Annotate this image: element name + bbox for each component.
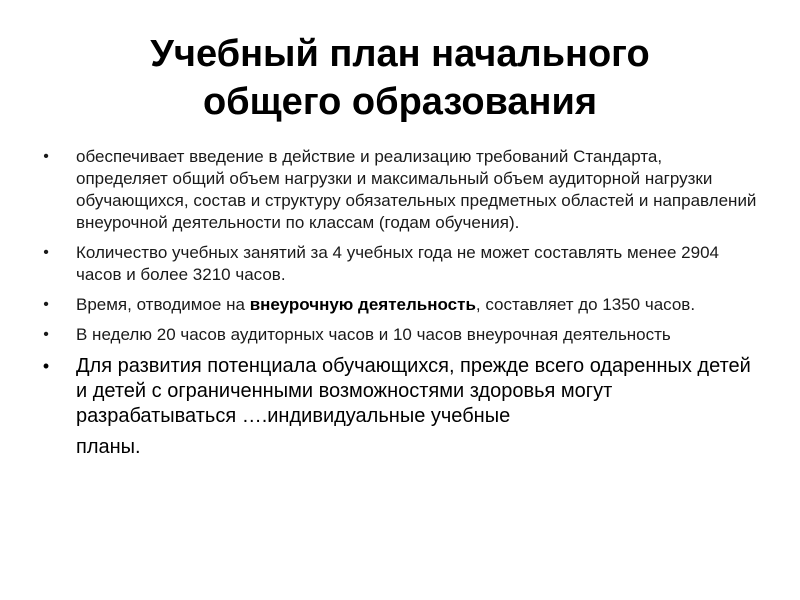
bullet-text-tail: планы. xyxy=(76,436,141,458)
bullet-text: обеспечивает введение в действие и реализацию требований Стандарта, определяет общий объем нагрузки и максимальный объем аудиторной нагрузки обучающихся, состав и структуру обязательных предметных областей и направлений внеурочной деятельности по классам (годам обучения). xyxy=(76,147,757,232)
title-line-1: Учебный план начального xyxy=(150,33,650,75)
bullet-icon: • xyxy=(42,356,50,376)
bullet-text: Количество учебных занятий за 4 учебных года не может составлять менее 2904 часов и более 3210 часов. xyxy=(76,243,719,284)
bullet-text-emphasis: внеурочную деятельность xyxy=(249,295,476,314)
bullet-text-after: , составляет до 1350 часов. xyxy=(475,295,696,314)
bullet-list xyxy=(38,146,758,468)
bullet-icon: • xyxy=(43,148,49,165)
bullet-item-curriculum-purpose xyxy=(38,146,758,234)
bullet-text: В неделю 20 часов аудиторных часов и 10 часов внеурочная деятельность xyxy=(76,325,671,344)
bullet-item-hours-range xyxy=(38,242,758,286)
bullet-text-before: Время, отводимое на xyxy=(76,295,250,314)
bullet-item-extracurricular-time xyxy=(38,294,758,316)
title-line-2: общего образования xyxy=(202,81,598,123)
bullet-icon: • xyxy=(43,296,49,313)
bullet-icon: • xyxy=(43,326,49,343)
bullet-icon: • xyxy=(43,244,49,261)
bullet-text: Для развития потенциала обучающихся, прежде всего одаренных детей и детей с ограниченными возможностями здоровья могут разрабатываться ….индивидуальные учебные xyxy=(76,355,751,427)
bullet-item-individual-plans xyxy=(38,354,758,460)
slide-title xyxy=(60,30,740,126)
bullet-item-weekly-hours xyxy=(38,324,758,346)
